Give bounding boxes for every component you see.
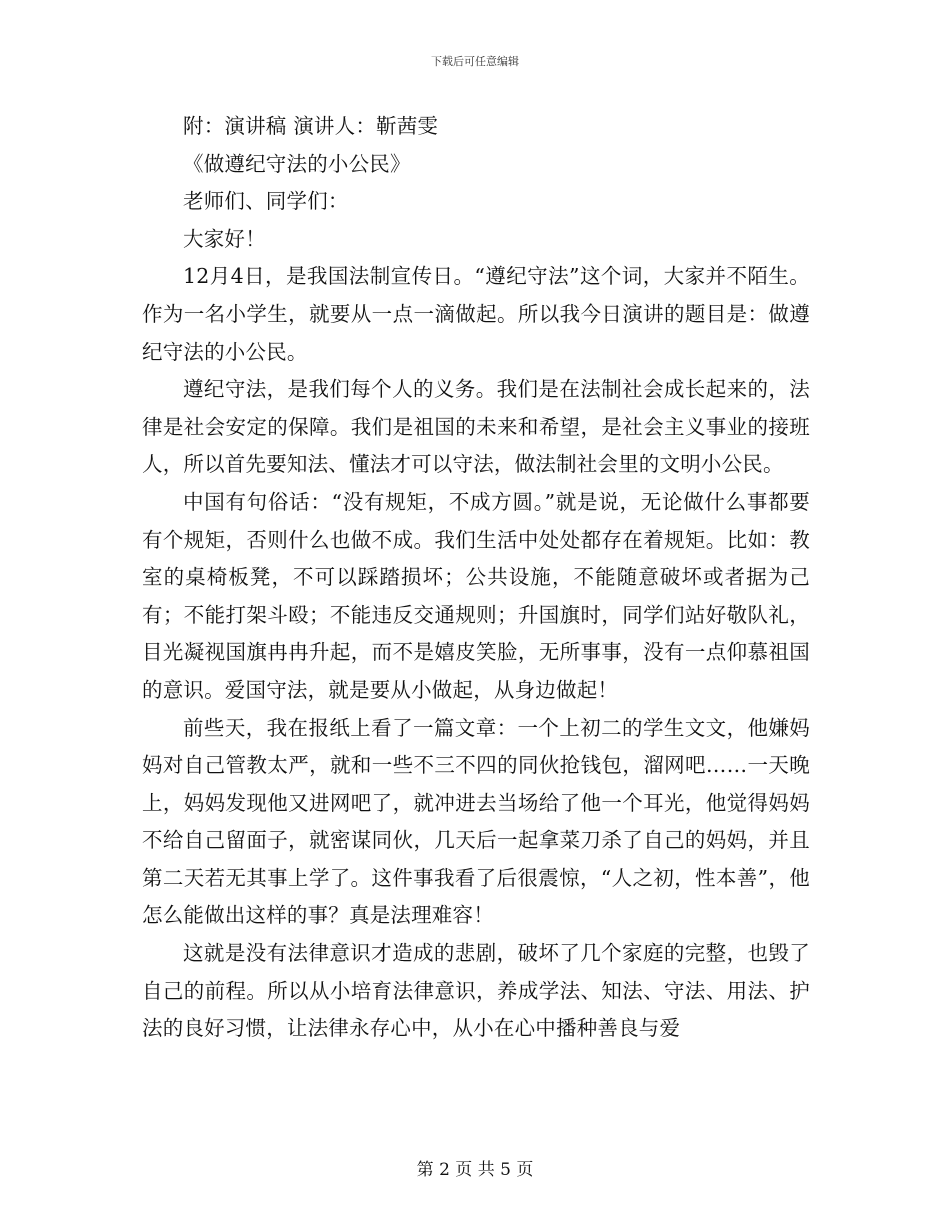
speech-attribution: 附：演讲稿 演讲人：靳茜雯: [183, 114, 439, 138]
speech-title: 《做遵纪守法的小公民》: [183, 151, 411, 176]
document-body: [142, 108, 810, 1048]
body-paragraph: 遵纪守法，是我们每个人的义务。我们是在法制社会成长起来的，法律是社会安定的保障。我们是祖国的未来和希望，是社会主义事业的接班人，所以首先要知法、懂法才可以守法，做法制社会里的文明小公民。: [142, 377, 810, 477]
body-paragraph: 这就是没有法律意识才造成的悲剧，破坏了几个家庭的完整，也毁了自己的前程。所以从小培育法律意识，养成学法、知法、守法、用法、护法的良好习惯，让法律永存心中，从小在心中播种善良与爱: [142, 941, 810, 1041]
body-paragraph: 前些天，我在报纸上看了一篇文章：一个上初二的学生文文，他嫌妈妈对自己管教太严，就和一些不三不四的同伙抢钱包，溜网吧……一天晚上，妈妈发现他又进网吧了，就冲进去当场给了他一个耳光，他觉得妈妈不给自己留面子，就密谋同伙，几天后一起拿菜刀杀了自己的妈妈，并且第二天若无其事上学了。这件事我看了后很震惊，“人之初，性本善”，他怎么能做出这样的事？真是法理难容！: [142, 715, 810, 928]
page-header-note: 下载后可任意编辑: [431, 55, 519, 68]
body-paragraph: 中国有句俗话：“没有规矩，不成方圆。”就是说，无论做什么事都要有个规矩，否则什么也做不成。我们生活中处处都存在着规矩。比如：教室的桌椅板凳，不可以踩踏损坏；公共设施，不能随意破坏或者据为己有；不能打架斗殴；不能违反交通规则；升国旗时，同学们站好敬队礼，目光凝视国旗冉冉升起，而不是嬉皮笑脸，无所事事，没有一点仰慕祖国的意识。爱国守法，就是要从小做起，从身边做起！: [142, 489, 810, 702]
page-number: 第 2 页 共 5 页: [416, 1160, 534, 1180]
greeting: 大家好！: [183, 226, 266, 251]
salutation: 老师们、同学们：: [183, 189, 349, 214]
body-paragraph: 12月4日，是我国法制宣传日。“遵纪守法”这个词，大家并不陌生。作为一名小学生，就要从一点一滴做起。所以我今日演讲的题目是：做遵纪守法的小公民。: [142, 264, 810, 364]
